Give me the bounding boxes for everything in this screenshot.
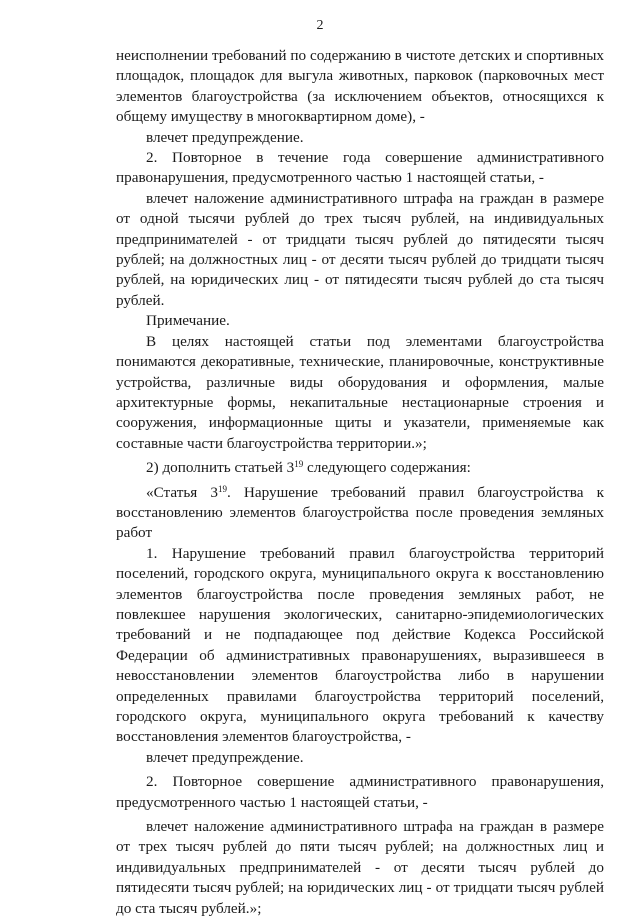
paragraph-part-2: 2. Повторное в течение года совершение административного правонарушения, предусмотренного частью 1 настоящей статьи, - xyxy=(116,149,604,187)
amendment-text-after: следующего содержания: xyxy=(303,459,471,477)
amendment-superscript: 19 xyxy=(294,459,304,470)
paragraph-continuation: неисполнении требований по содержанию в чистоте детских и спортивных площадок, площадок для выгула животных, парковок (парковочных мест элементов благоустройства (за исключением объектов, относящихся к общему имуществу в многоквартирном доме), - xyxy=(116,47,604,126)
paragraph-article-fine: влечет наложение административного штрафа на граждан в размере от трех тысяч рублей до пяти тысяч рублей; на должностных лиц и индивидуальных предпринимателей - от десяти тысяч рублей до пятидесяти тысяч рублей; на юридических лиц - от тридцати тысяч рублей до ста тысяч рублей.»; xyxy=(116,818,604,917)
paragraph-note-heading: Примечание. xyxy=(146,312,230,330)
article-title-before: «Статья 3 xyxy=(146,483,218,501)
article-title-superscript: 19 xyxy=(217,483,227,494)
paragraph-article-warning: влечет предупреждение. xyxy=(146,748,304,766)
amendment-text-before: 2) дополнить статьей 3 xyxy=(146,459,295,477)
paragraph-article-part-2: 2. Повторное совершение административного правонарушения, предусмотренного частью 1 настоящей статьи, - xyxy=(116,773,604,811)
document-body xyxy=(116,46,604,919)
paragraph-amendment xyxy=(116,458,604,478)
paragraph-fine: влечет наложение административного штрафа на граждан в размере от одной тысячи рублей до трех тысяч рублей, на индивидуальных предпринимателей - от тридцати тысяч рублей до пятидесяти тысяч рублей; на должностных лиц - от десяти тысяч рублей до тридцати тысяч рублей, на юридических лиц - от пятидесяти тысяч рублей до ста тысяч рублей. xyxy=(116,189,604,309)
page-number: 2 xyxy=(316,18,324,33)
article-title-after: . Нарушение требований правил благоустройства к восстановлению элементов благоустройства после проведения земляных работ xyxy=(116,483,604,542)
paragraph-article-part-1: 1. Нарушение требований правил благоустройства территорий поселений, городского округа, муниципального округа к восстановлению элементов благоустройства после проведения земляных работ, не повлекшее нарушения экологических, санитарно-эпидемиологических требований и не подпадающее под действие Кодекса Российской Федерации об административных правонарушениях, выразившееся в невосстановлении элементов благоустройства либо в нарушении определенных правилами благоустройства территорий поселений, городского округа, муниципального округа требований к качеству восстановления элементов благоустройства, - xyxy=(116,544,604,746)
paragraph-sanction-warning: влечет предупреждение. xyxy=(146,128,304,146)
paragraph-article-title xyxy=(116,483,604,544)
paragraph-note: В целях настоящей статьи под элементами благоустройства понимаются декоративные, технические, планировочные, конструктивные устройства, различные виды оборудования и оформления, малые архитектурные формы, некапитальные нестационарные строения и сооружения, информационные щиты и указатели, применяемые как составные части благоустройства территории.»; xyxy=(116,332,604,452)
